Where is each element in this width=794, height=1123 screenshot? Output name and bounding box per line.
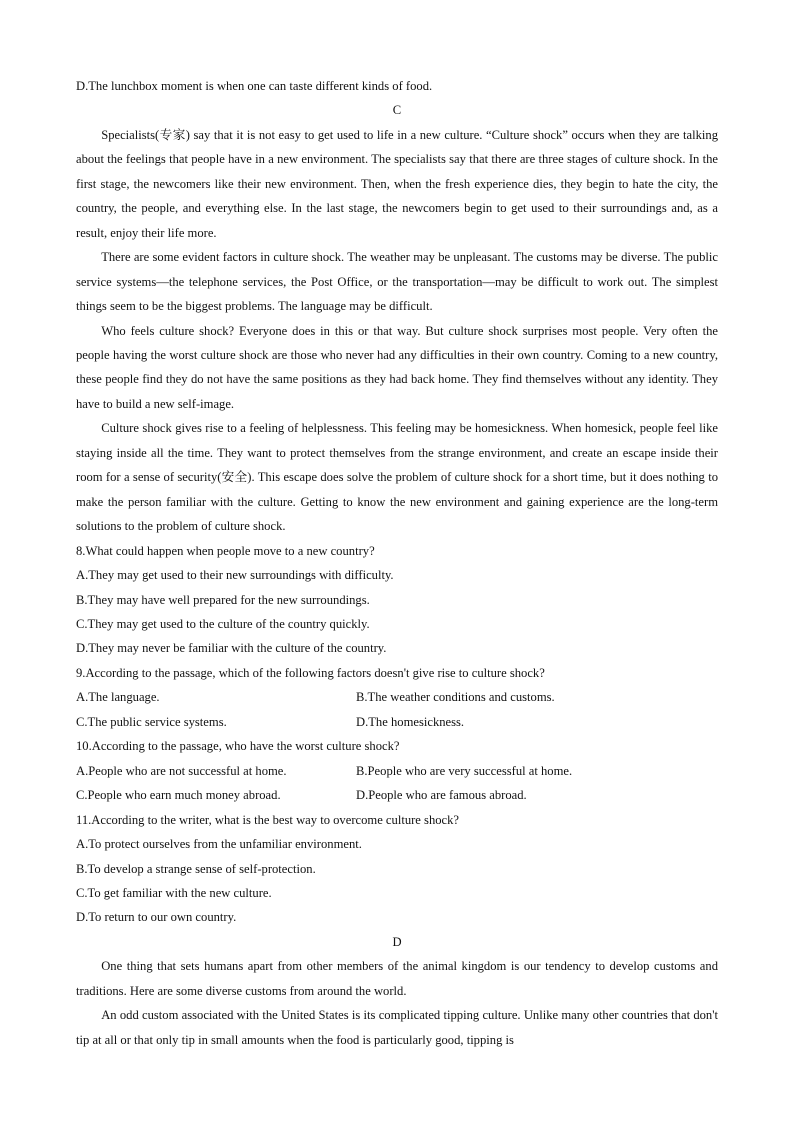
passage-c-paragraph-2: There are some evident factors in culture shock. The weather may be unpleasant. The customs may be diverse. The public service systems—the telephone services, the Post Office, or the transportation—may be difficult to work out. The simplest things seem to be the biggest problems. The language may be difficult.	[76, 250, 718, 314]
question-8-option-d: D.They may never be familiar with the culture of the country.	[76, 641, 387, 656]
question-9-options-row-1	[76, 685, 718, 709]
question-10-options-row-1	[76, 759, 718, 783]
exam-page	[76, 74, 718, 1052]
question-10-option-a: A.People who are not successful at home.	[76, 763, 287, 778]
question-11-option-d: D.To return to our own country.	[76, 910, 237, 925]
passage-c-paragraph-3: Who feels culture shock? Everyone does in this or that way. But culture shock surprises most people. Very often the people having the worst culture shock are those who never had any difficulties in their own country. Coming to a new country, these people find they do not have the same positions as they had back home. They find themselves without any identity. They have to build a new self-image.	[76, 323, 718, 411]
question-9-option-c: C.The public service systems.	[76, 714, 227, 729]
question-10-option-d: D.People who are famous abroad.	[356, 788, 527, 803]
question-10-option-c: C.People who earn much money abroad.	[76, 788, 281, 803]
section-c-heading: C	[392, 103, 402, 118]
section-d-heading: D	[392, 934, 402, 949]
prev-option-d: D.The lunchbox moment is when one can taste different kinds of food.	[76, 79, 433, 93]
question-9-option-b: B.The weather conditions and customs.	[356, 690, 555, 705]
question-9-options-row-2	[76, 710, 718, 734]
question-10	[76, 734, 718, 807]
passage-c-paragraph-1: Specialists(专家) say that it is not easy to get used to life in a new culture. “Culture shock” occurs when they are talking about the feelings that people have in a new environment. The specialists say that there are three stages of culture shock. In the first stage, the newcomers like their new environment. Then, when the fresh experience dies, they begin to hate the city, the country, the people, and everything else. In the last stage, the newcomers begin to get used to their surroundings and, as a result, enjoy their life more.	[76, 127, 718, 240]
question-8	[76, 539, 718, 661]
question-8-stem: 8.What could happen when people move to a new country?	[76, 543, 375, 558]
question-11-option-b: B.To develop a strange sense of self-protection.	[76, 861, 316, 876]
question-11-option-a: A.To protect ourselves from the unfamiliar environment.	[76, 837, 362, 852]
passage-d-paragraph-1: One thing that sets humans apart from other members of the animal kingdom is our tendency to develop customs and traditions. Here are some diverse customs from around the world.	[76, 959, 718, 998]
passage-c-paragraph-4: Culture shock gives rise to a feeling of helplessness. This feeling may be homesickness. When homesick, people feel like staying inside all the time. They want to protect themselves from the strange environment, and create an escape inside their room for a sense of security(安全). This escape does solve the problem of culture shock for a short time, but it does nothing to make the person familiar with the culture. Getting to know the new environment and gaining experience are the long-term solutions to the problem of culture shock.	[76, 421, 718, 534]
question-8-option-b: B.They may have well prepared for the new surroundings.	[76, 592, 370, 607]
question-9-option-d: D.The homesickness.	[356, 714, 465, 729]
question-10-stem: 10.According to the passage, who have the worst culture shock?	[76, 739, 400, 754]
question-10-option-b: B.People who are very successful at home.	[356, 763, 573, 778]
question-10-options-row-2	[76, 783, 718, 807]
question-9-option-a: A.The language.	[76, 690, 160, 705]
question-11	[76, 808, 718, 930]
question-11-stem: 11.According to the writer, what is the best way to overcome culture shock?	[76, 812, 460, 827]
question-9	[76, 661, 718, 734]
passage-d-paragraph-2: An odd custom associated with the United States is its complicated tipping culture. Unlike many other countries that don't tip at all or that only tip in small amounts when the food is particularly good, tipping is	[76, 1008, 718, 1047]
question-8-option-c: C.They may get used to the culture of the country quickly.	[76, 616, 370, 631]
question-8-option-a: A.They may get used to their new surroundings with difficulty.	[76, 568, 394, 583]
question-9-stem: 9.According to the passage, which of the following factors doesn't give rise to culture shock?	[76, 665, 545, 680]
question-11-option-c: C.To get familiar with the new culture.	[76, 885, 272, 900]
